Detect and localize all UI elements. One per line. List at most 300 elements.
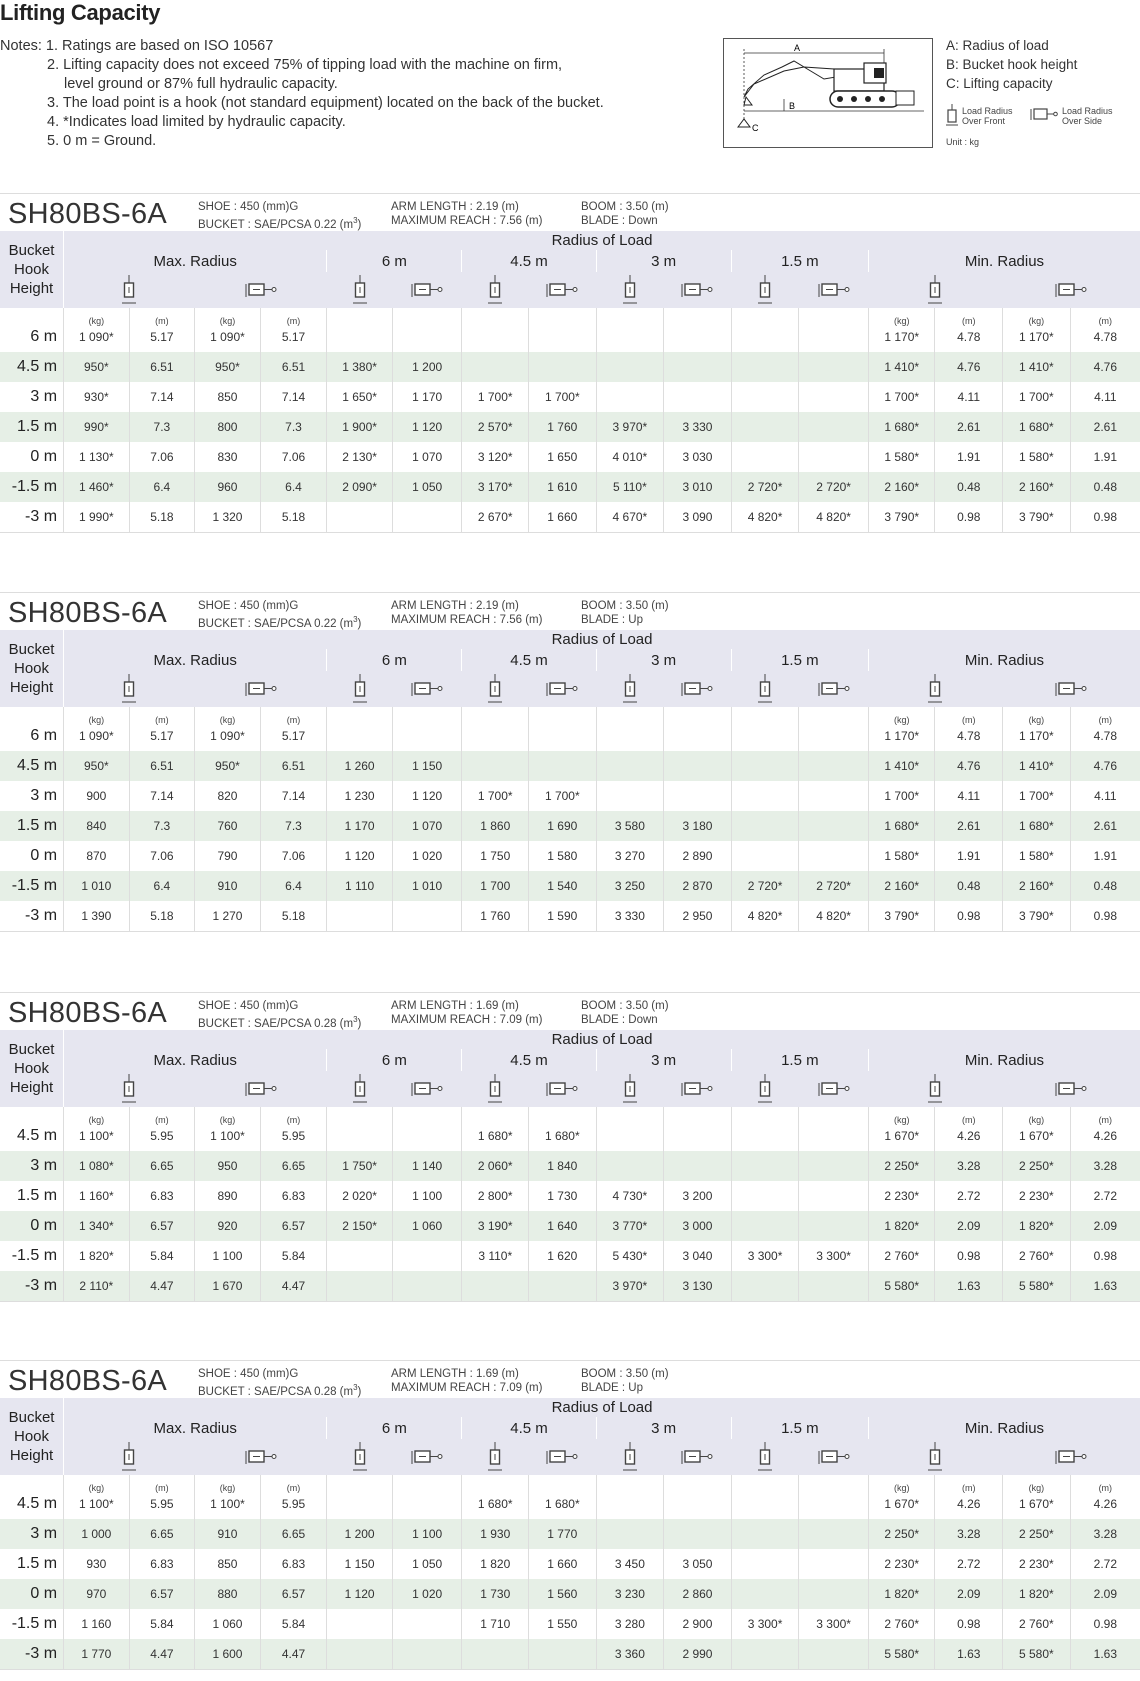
capacity-cell: 0.48 (935, 871, 1003, 901)
capacity-cell: 950* (195, 751, 261, 781)
capacity-cell: 1.63 (1070, 1639, 1140, 1669)
radius-column-header: 3 m (596, 649, 731, 671)
capacity-cell: 6.51 (129, 352, 195, 382)
hook-height-cell: 3 m (0, 1519, 64, 1549)
capacity-cell: 1 820* (868, 1211, 935, 1241)
legend-front-label-1: Load Radius (962, 106, 1013, 116)
lifting-capacity-table (0, 630, 1140, 932)
capacity-cell: 2 760* (1003, 1241, 1071, 1271)
capacity-cell: 1 820* (868, 1579, 935, 1609)
capacity-cell: 6.57 (260, 1579, 327, 1609)
capacity-cell: 2.72 (935, 1181, 1003, 1211)
capacity-cell: 1 070 (392, 811, 462, 841)
capacity-cell: 1 610 (529, 472, 597, 502)
hook-height-cell: -3 m (0, 1271, 64, 1301)
capacity-cell: 5 580* (868, 1271, 935, 1301)
capacity-cell: 0.98 (935, 502, 1003, 532)
load-radius-front-icon (623, 1074, 637, 1104)
capacity-cell (731, 382, 799, 412)
capacity-cell: 930* (64, 382, 130, 412)
capacity-cell: 3 000 (664, 1211, 732, 1241)
capacity-cell: 1.63 (935, 1639, 1003, 1669)
capacity-cell (664, 707, 732, 751)
note-5: 5. 0 m = Ground. (47, 133, 157, 149)
over-front-icon-cell (462, 671, 529, 707)
spec-arm-reach (391, 1367, 542, 1395)
capacity-cell (596, 1151, 664, 1181)
table-row (0, 1475, 1140, 1519)
capacity-cell: 1 540 (529, 871, 597, 901)
section-header (0, 992, 1140, 1030)
load-radius-front-icon (488, 674, 502, 704)
spec-boom-blade (581, 599, 669, 627)
table-row (0, 871, 1140, 901)
capacity-cell: 2 230* (868, 1181, 935, 1211)
over-front-icon-cell (596, 671, 664, 707)
capacity-cell: 1 160* (64, 1181, 130, 1211)
capacity-cell (799, 308, 869, 352)
unit-label: (m) (962, 1115, 976, 1125)
over-front-icon-cell (731, 1071, 799, 1107)
over-front-icon-cell (596, 1071, 664, 1107)
capacity-cell: 1 340* (64, 1211, 130, 1241)
capacity-cell: 1 270 (195, 901, 261, 931)
spec-shoe: SHOE : 450 (mm)G (198, 1000, 299, 1012)
capacity-cell: 1 770 (64, 1639, 130, 1669)
load-radius-front-icon (122, 1074, 136, 1104)
unit-label: (m) (962, 1483, 976, 1493)
capacity-cell: 6.65 (260, 1151, 327, 1181)
lifting-capacity-section (0, 1360, 1140, 1670)
capacity-cell: 7.06 (260, 841, 327, 871)
radius-column-header: 4.5 m (462, 649, 596, 671)
capacity-cell: 3 110* (462, 1241, 529, 1271)
capacity-cell: 3 790* (1003, 502, 1071, 532)
table-row (0, 1271, 1140, 1301)
table-row (0, 1519, 1140, 1549)
over-side-icon-cell (392, 1071, 462, 1107)
over-front-icon-cell (327, 1071, 393, 1107)
capacity-cell (392, 901, 462, 931)
capacity-cell: 7.14 (260, 781, 327, 811)
capacity-cell: 6.83 (260, 1181, 327, 1211)
capacity-cell: 6.51 (260, 352, 327, 382)
over-side-icon-cell (529, 671, 597, 707)
hook-height-cell: 6 m (30, 328, 58, 345)
capacity-cell: (kg) 1 100* (195, 1475, 261, 1519)
capacity-cell: 3 330 (664, 412, 732, 442)
note-4: 4. *Indicates load limited by hydraulic capacity. (47, 114, 346, 130)
unit-label: (m) (1098, 1483, 1113, 1493)
table-row (0, 382, 1140, 412)
capacity-cell: 2 250* (1003, 1519, 1071, 1549)
capacity-cell: 2 150* (327, 1211, 393, 1241)
capacity-cell: (kg) 1 670* (868, 1107, 935, 1151)
capacity-cell: 3 180 (664, 811, 732, 841)
capacity-cell: 2.09 (935, 1211, 1003, 1241)
unit-label: (kg) (88, 715, 105, 725)
unit-label: (m) (155, 316, 169, 326)
section-header (0, 592, 1140, 630)
capacity-cell: 3 230 (596, 1579, 664, 1609)
capacity-cell: 920 (195, 1211, 261, 1241)
load-radius-side-icon (546, 281, 578, 299)
capacity-cell (596, 382, 664, 412)
legend-c: C: Lifting capacity (946, 76, 1053, 91)
capacity-cell: (kg) 1 090* (64, 707, 130, 751)
capacity-cell: 1 010 (392, 871, 462, 901)
hook-height-cell: 6 m (30, 727, 58, 744)
unit-label: (kg) (88, 316, 105, 326)
capacity-cell (462, 308, 529, 352)
radius-column-header: 4.5 m (462, 250, 596, 272)
spec-shoe-bucket: SHOE : 450 (mm)G BUCKET : SAE/PCSA 0.22 $(m^3)$ (198, 201, 362, 231)
load-radius-side-icon (681, 1448, 713, 1466)
over-front-icon-cell (64, 1439, 195, 1475)
capacity-cell: (kg) 1 170* (868, 707, 935, 751)
capacity-cell (799, 1181, 869, 1211)
over-side-icon-cell (529, 1439, 597, 1475)
capacity-cell: 1 650 (529, 442, 597, 472)
capacity-cell: 1 580* (868, 841, 935, 871)
capacity-cell (799, 1151, 869, 1181)
capacity-cell (529, 1639, 597, 1669)
capacity-cell: 4 820* (799, 901, 869, 931)
capacity-cell: 2 230* (1003, 1549, 1071, 1579)
over-side-icon-cell (195, 1071, 327, 1107)
capacity-cell (664, 1107, 732, 1151)
capacity-cell (462, 1271, 529, 1301)
load-radius-side-icon (411, 1448, 443, 1466)
note-2-cont: level ground or 87% full hydraulic capacity. (64, 76, 338, 92)
legend-b: B: Bucket hook height (946, 57, 1078, 72)
capacity-cell: 820 (195, 781, 261, 811)
model-name: SH80BS-6A (8, 597, 168, 629)
capacity-cell: 2 890 (664, 841, 732, 871)
capacity-cell (731, 308, 799, 352)
unit-label: (kg) (88, 1115, 105, 1125)
spec-reach: MAXIMUM REACH : 7.09 (m) (391, 1382, 543, 1394)
over-front-icon-cell (327, 671, 393, 707)
capacity-cell: 6.51 (129, 751, 195, 781)
capacity-cell (799, 707, 869, 751)
capacity-cell: 3 250 (596, 871, 664, 901)
capacity-cell (392, 1475, 462, 1519)
load-radius-front-icon (353, 275, 367, 305)
capacity-cell: 910 (195, 871, 261, 901)
capacity-cell: 2 160* (1003, 871, 1071, 901)
table-row (0, 901, 1140, 931)
capacity-cell: 1.91 (935, 442, 1003, 472)
spec-bucket: BUCKET : SAE/PCSA 0.22 (m (198, 218, 354, 231)
spec-arm: ARM LENGTH : 2.19 (m) (391, 201, 519, 213)
capacity-cell: 2 250* (1003, 1151, 1071, 1181)
capacity-cell: 3 010 (664, 472, 732, 502)
capacity-cell: 5.84 (260, 1609, 327, 1639)
excavator-illustration (724, 39, 932, 147)
spec-shoe: SHOE : 450 (mm)G (198, 201, 299, 213)
load-radius-side-icon (245, 1080, 277, 1098)
hook-height-cell: 0 m (0, 1579, 64, 1609)
unit-label: (kg) (1028, 1483, 1045, 1493)
capacity-cell: 3 030 (664, 442, 732, 472)
unit-label: Unit : kg (946, 137, 980, 147)
over-side-icon-cell (664, 1439, 732, 1475)
capacity-cell: 1 680* (868, 412, 935, 442)
hook-height-cell: 1.5 m (17, 1187, 58, 1204)
spec-blade: BLADE : Down (581, 1014, 658, 1026)
capacity-cell: 2 720* (799, 871, 869, 901)
capacity-cell: 4.76 (935, 751, 1003, 781)
capacity-cell (731, 751, 799, 781)
radius-column-header: Max. Radius (64, 649, 327, 671)
capacity-cell: 1 670 (195, 1271, 261, 1301)
capacity-cell (799, 382, 869, 412)
bucket-hook-height-header: Bucket Hook Height (0, 1030, 64, 1107)
capacity-cell: 1 020 (392, 1579, 462, 1609)
capacity-cell: 7.06 (129, 442, 195, 472)
capacity-cell: 2 990 (664, 1639, 732, 1669)
capacity-cell (799, 412, 869, 442)
capacity-cell: (m) 5.95 (129, 1107, 195, 1151)
spec-boom: BOOM : 3.50 (m) (581, 1368, 669, 1380)
over-front-icon-cell (731, 671, 799, 707)
capacity-cell: 1 100 (392, 1181, 462, 1211)
legend-side-label-2: Over Side (1062, 116, 1103, 126)
capacity-cell: (m) 4.26 (935, 1475, 1003, 1519)
model-name: SH80BS-6A (8, 198, 168, 230)
radius-column-header: 4.5 m (462, 1049, 596, 1071)
capacity-cell: 1 700* (1003, 382, 1071, 412)
capacity-cell: 1 560 (529, 1579, 597, 1609)
capacity-cell (392, 1107, 462, 1151)
capacity-cell (799, 1549, 869, 1579)
capacity-cell: 1 060 (392, 1211, 462, 1241)
load-radius-side-icon (1030, 106, 1058, 122)
radius-column-header: 6 m (327, 1049, 462, 1071)
capacity-cell (664, 352, 732, 382)
radius-column-header: 1.5 m (731, 1049, 868, 1071)
capacity-cell (731, 442, 799, 472)
load-radius-side-icon (1055, 680, 1087, 698)
unit-label: (m) (962, 715, 976, 725)
over-side-icon-cell (799, 1439, 869, 1475)
spec-arm-reach (391, 200, 542, 228)
capacity-cell (799, 781, 869, 811)
diagram-legend (946, 36, 1077, 93)
capacity-cell: 3.28 (1070, 1519, 1140, 1549)
capacity-cell: 1.91 (935, 841, 1003, 871)
capacity-cell (327, 1475, 393, 1519)
load-radius-side-icon (818, 1448, 850, 1466)
spec-boom-blade (581, 200, 669, 228)
load-radius-side-icon (411, 1080, 443, 1098)
unit-label: (kg) (893, 715, 910, 725)
spec-blade: BLADE : Up (581, 614, 643, 626)
spec-arm: ARM LENGTH : 1.69 (m) (391, 1368, 519, 1380)
capacity-cell (731, 1211, 799, 1241)
hook-height-cell: 0 m (30, 847, 58, 864)
capacity-cell (731, 1639, 799, 1669)
capacity-cell (731, 352, 799, 382)
note-1: Notes: 1. Ratings are based on ISO 10567 (0, 38, 274, 54)
capacity-cell: 1 930 (462, 1519, 529, 1549)
radius-column-header: Max. Radius (64, 1417, 327, 1439)
capacity-cell (731, 1549, 799, 1579)
capacity-cell (462, 352, 529, 382)
capacity-cell (731, 1151, 799, 1181)
capacity-cell (392, 1609, 462, 1639)
capacity-cell (799, 841, 869, 871)
capacity-cell: 1 050 (392, 472, 462, 502)
capacity-cell: 6.57 (129, 1579, 195, 1609)
capacity-cell: 5 110* (596, 472, 664, 502)
spec-arm-reach (391, 599, 542, 627)
capacity-cell: 2 720* (731, 472, 799, 502)
capacity-cell: 1 750* (327, 1151, 393, 1181)
table-row (0, 811, 1140, 841)
hook-height-cell: -1.5 m (11, 1615, 58, 1632)
capacity-cell: 1 260 (327, 751, 393, 781)
capacity-cell: 1 120 (327, 841, 393, 871)
spec-boom-blade (581, 1367, 669, 1395)
capacity-cell: 1 010 (64, 871, 130, 901)
capacity-cell: 3 970* (596, 412, 664, 442)
radius-column-header: Max. Radius (64, 1049, 327, 1071)
capacity-cell: 2 800* (462, 1181, 529, 1211)
capacity-cell: 4.76 (1070, 751, 1140, 781)
capacity-cell (731, 1107, 799, 1151)
capacity-cell (731, 707, 799, 751)
capacity-cell: 1 700 (462, 871, 529, 901)
capacity-cell: 5.18 (129, 502, 195, 532)
capacity-cell (799, 1639, 869, 1669)
capacity-cell: 0.48 (935, 472, 1003, 502)
capacity-cell: 5.84 (129, 1241, 195, 1271)
unit-label: (m) (286, 715, 301, 725)
capacity-cell: 3 130 (664, 1271, 732, 1301)
capacity-cell: 1 620 (529, 1241, 597, 1271)
capacity-cell: 5.84 (260, 1241, 327, 1271)
capacity-cell: 1 680* (529, 1107, 597, 1151)
radius-of-load-header: Radius of Load (64, 1030, 1140, 1049)
load-radius-side-icon (546, 1080, 578, 1098)
over-side-icon-cell (664, 671, 732, 707)
load-radius-side-icon (818, 1080, 850, 1098)
hook-height-cell: 4.5 m (0, 352, 64, 382)
capacity-cell: 3 280 (596, 1609, 664, 1639)
capacity-cell: 6.65 (260, 1519, 327, 1549)
over-front-icon-cell (462, 1439, 529, 1475)
capacity-cell: 1 150 (327, 1549, 393, 1579)
capacity-cell: 2 670* (462, 502, 529, 532)
over-side-icon-cell (799, 671, 869, 707)
capacity-cell: 1.91 (1070, 841, 1140, 871)
capacity-cell (327, 308, 393, 352)
load-radius-front-icon (122, 674, 136, 704)
capacity-cell: 890 (195, 1181, 261, 1211)
capacity-cell: 1 080* (64, 1151, 130, 1181)
capacity-cell: 1 020 (392, 841, 462, 871)
spec-reach: MAXIMUM REACH : 7.56 (m) (391, 614, 543, 626)
hook-height-cell: -1.5 m (0, 871, 64, 901)
unit-label: (m) (1098, 1115, 1113, 1125)
capacity-cell: 3 770* (596, 1211, 664, 1241)
section-header (0, 193, 1140, 231)
table-row (0, 1151, 1140, 1181)
capacity-cell: 3 790* (868, 502, 935, 532)
capacity-cell: 2.61 (1070, 811, 1140, 841)
capacity-cell: 6.4 (260, 871, 327, 901)
capacity-cell: 1 410* (868, 352, 935, 382)
capacity-cell: 1 710 (462, 1609, 529, 1639)
load-radius-side-icon (546, 680, 578, 698)
capacity-cell (596, 751, 664, 781)
capacity-cell: 1 140 (392, 1151, 462, 1181)
capacity-cell (327, 502, 393, 532)
capacity-cell: 930 (64, 1549, 130, 1579)
capacity-cell: 1 640 (529, 1211, 597, 1241)
capacity-cell: 4 730* (596, 1181, 664, 1211)
capacity-cell: 2 160* (868, 472, 935, 502)
legend-side-label-1: Load Radius (1062, 106, 1113, 116)
capacity-cell: 1 700* (462, 781, 529, 811)
capacity-cell: 7.14 (260, 382, 327, 412)
table-row (0, 1549, 1140, 1579)
capacity-cell: 1 320 (195, 502, 261, 532)
spec-arm: ARM LENGTH : 2.19 (m) (391, 600, 519, 612)
capacity-cell (392, 1271, 462, 1301)
capacity-cell: 1 410* (868, 751, 935, 781)
capacity-cell: 1 760 (462, 901, 529, 931)
capacity-cell: (m) 5.17 (260, 308, 327, 352)
capacity-cell: 4.47 (129, 1271, 195, 1301)
capacity-cell: 990* (64, 412, 130, 442)
capacity-cell (731, 1579, 799, 1609)
capacity-cell: 3 790* (1003, 901, 1071, 931)
capacity-cell: 2 950 (664, 901, 732, 931)
capacity-cell: (m) 4.26 (1070, 1475, 1140, 1519)
table-row (0, 841, 1140, 871)
capacity-cell (462, 751, 529, 781)
capacity-cell (664, 308, 732, 352)
capacity-cell: (m) 4.26 (935, 1107, 1003, 1151)
capacity-cell: 4.76 (1070, 352, 1140, 382)
unit-label: (m) (155, 1483, 169, 1493)
table-row (0, 781, 1140, 811)
capacity-cell: 870 (64, 841, 130, 871)
capacity-cell: 1 760 (529, 412, 597, 442)
capacity-cell: 5 580* (868, 1639, 935, 1669)
capacity-cell: (m) 5.95 (260, 1107, 327, 1151)
capacity-cell: 1 230 (327, 781, 393, 811)
capacity-cell: 0.48 (1070, 472, 1140, 502)
capacity-cell: 1 700* (868, 781, 935, 811)
capacity-cell (529, 751, 597, 781)
capacity-cell: 1 100 (195, 1241, 261, 1271)
capacity-cell: 4.47 (260, 1271, 327, 1301)
load-radius-front-icon (488, 1074, 502, 1104)
over-side-icon-cell (664, 272, 732, 308)
unit-label: (m) (286, 316, 301, 326)
capacity-cell: 3 050 (664, 1549, 732, 1579)
capacity-cell (392, 707, 462, 751)
capacity-cell: 0.98 (935, 1241, 1003, 1271)
spec-boom: BOOM : 3.50 (m) (581, 1000, 669, 1012)
capacity-cell: 2.72 (1070, 1549, 1140, 1579)
capacity-cell: (m) 5.17 (129, 707, 195, 751)
svg-text:B: B (789, 101, 796, 111)
